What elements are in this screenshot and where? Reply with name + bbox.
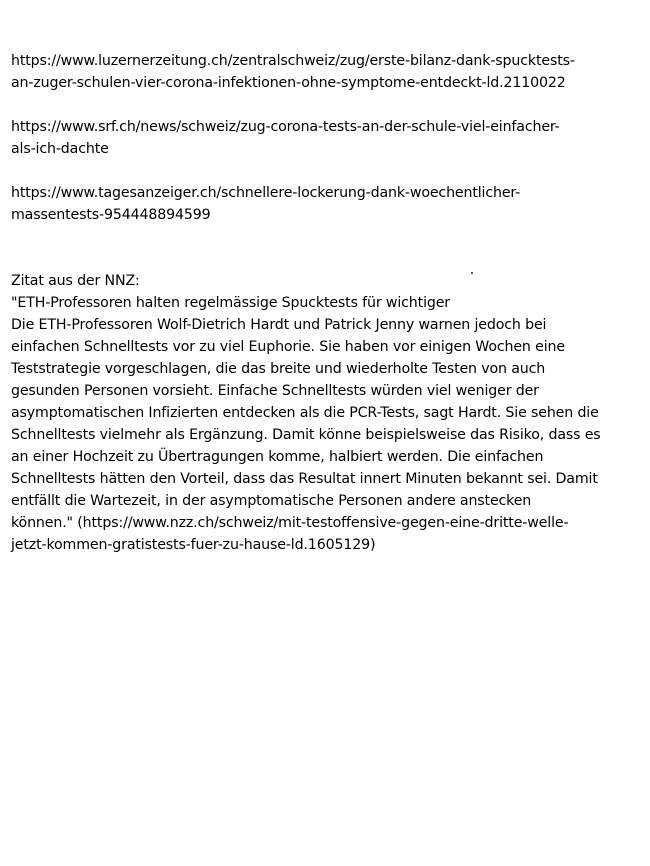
link-block-srf bbox=[11, 116, 631, 160]
quote-line: einfachen Schnelltests vor zu viel Euphorie. Sie haben vor einigen Wochen eine bbox=[11, 339, 565, 355]
blank-line bbox=[11, 94, 631, 116]
link-text-line: als-ich-dachte bbox=[11, 141, 109, 157]
link-block-luzernerzeitung bbox=[11, 50, 631, 94]
quote-line: können." (https://www.nzz.ch/schweiz/mit-testoffensive-gegen-eine-dritte-welle- bbox=[11, 515, 569, 531]
link-text-line: an-zuger-schulen-vier-corona-infektionen-ohne-symptome-entdeckt-ld.2110022 bbox=[11, 75, 566, 91]
quote-line: jetzt-kommen-gratistests-fuer-zu-hause-ld.1605129) bbox=[11, 537, 376, 553]
quote-block bbox=[11, 270, 631, 556]
link-text-line: https://www.srf.ch/news/schweiz/zug-corona-tests-an-der-schule-viel-einfacher- bbox=[11, 119, 560, 135]
quote-line: "ETH-Professoren halten regelmässige Spucktests für wichtiger bbox=[11, 295, 450, 311]
link-text-line: https://www.tagesanzeiger.ch/schnellere-lockerung-dank-woechentlicher- bbox=[11, 185, 521, 201]
quote-intro: Zitat aus der NNZ: bbox=[11, 273, 140, 289]
document-body bbox=[11, 50, 631, 556]
quote-line: an einer Hochzeit zu Übertragungen komme, halbiert werden. Die einfachen bbox=[11, 449, 544, 465]
quote-line: asymptomatischen Infizierten entdecken als die PCR-Tests, sagt Hardt. Sie sehen die bbox=[11, 405, 599, 421]
quote-line: entfällt die Wartezeit, in der asymptomatische Personen andere anstecken bbox=[11, 493, 532, 509]
stray-dot-mark bbox=[471, 272, 473, 274]
link-block-tagesanzeiger bbox=[11, 182, 631, 226]
blank-line bbox=[11, 160, 631, 182]
quote-line: Die ETH-Professoren Wolf-Dietrich Hardt und Patrick Jenny warnen jedoch bei bbox=[11, 317, 547, 333]
quote-line: Schnelltests hätten den Vorteil, dass das Resultat innert Minuten bekannt sei. Damit bbox=[11, 471, 598, 487]
link-text-line: https://www.luzernerzeitung.ch/zentralschweiz/zug/erste-bilanz-dank-spucktests- bbox=[11, 53, 575, 69]
quote-line: Teststrategie vorgeschlagen, die das breite und wiederholte Testen von auch bbox=[11, 361, 546, 377]
blank-lines bbox=[11, 226, 631, 270]
quote-line: Schnelltests vielmehr als Ergänzung. Damit könne beispielsweise das Risiko, dass es bbox=[11, 427, 601, 443]
quote-line: gesunden Personen vorsieht. Einfache Schnelltests würden viel weniger der bbox=[11, 383, 539, 399]
link-text-line: massentests-954448894599 bbox=[11, 207, 211, 223]
